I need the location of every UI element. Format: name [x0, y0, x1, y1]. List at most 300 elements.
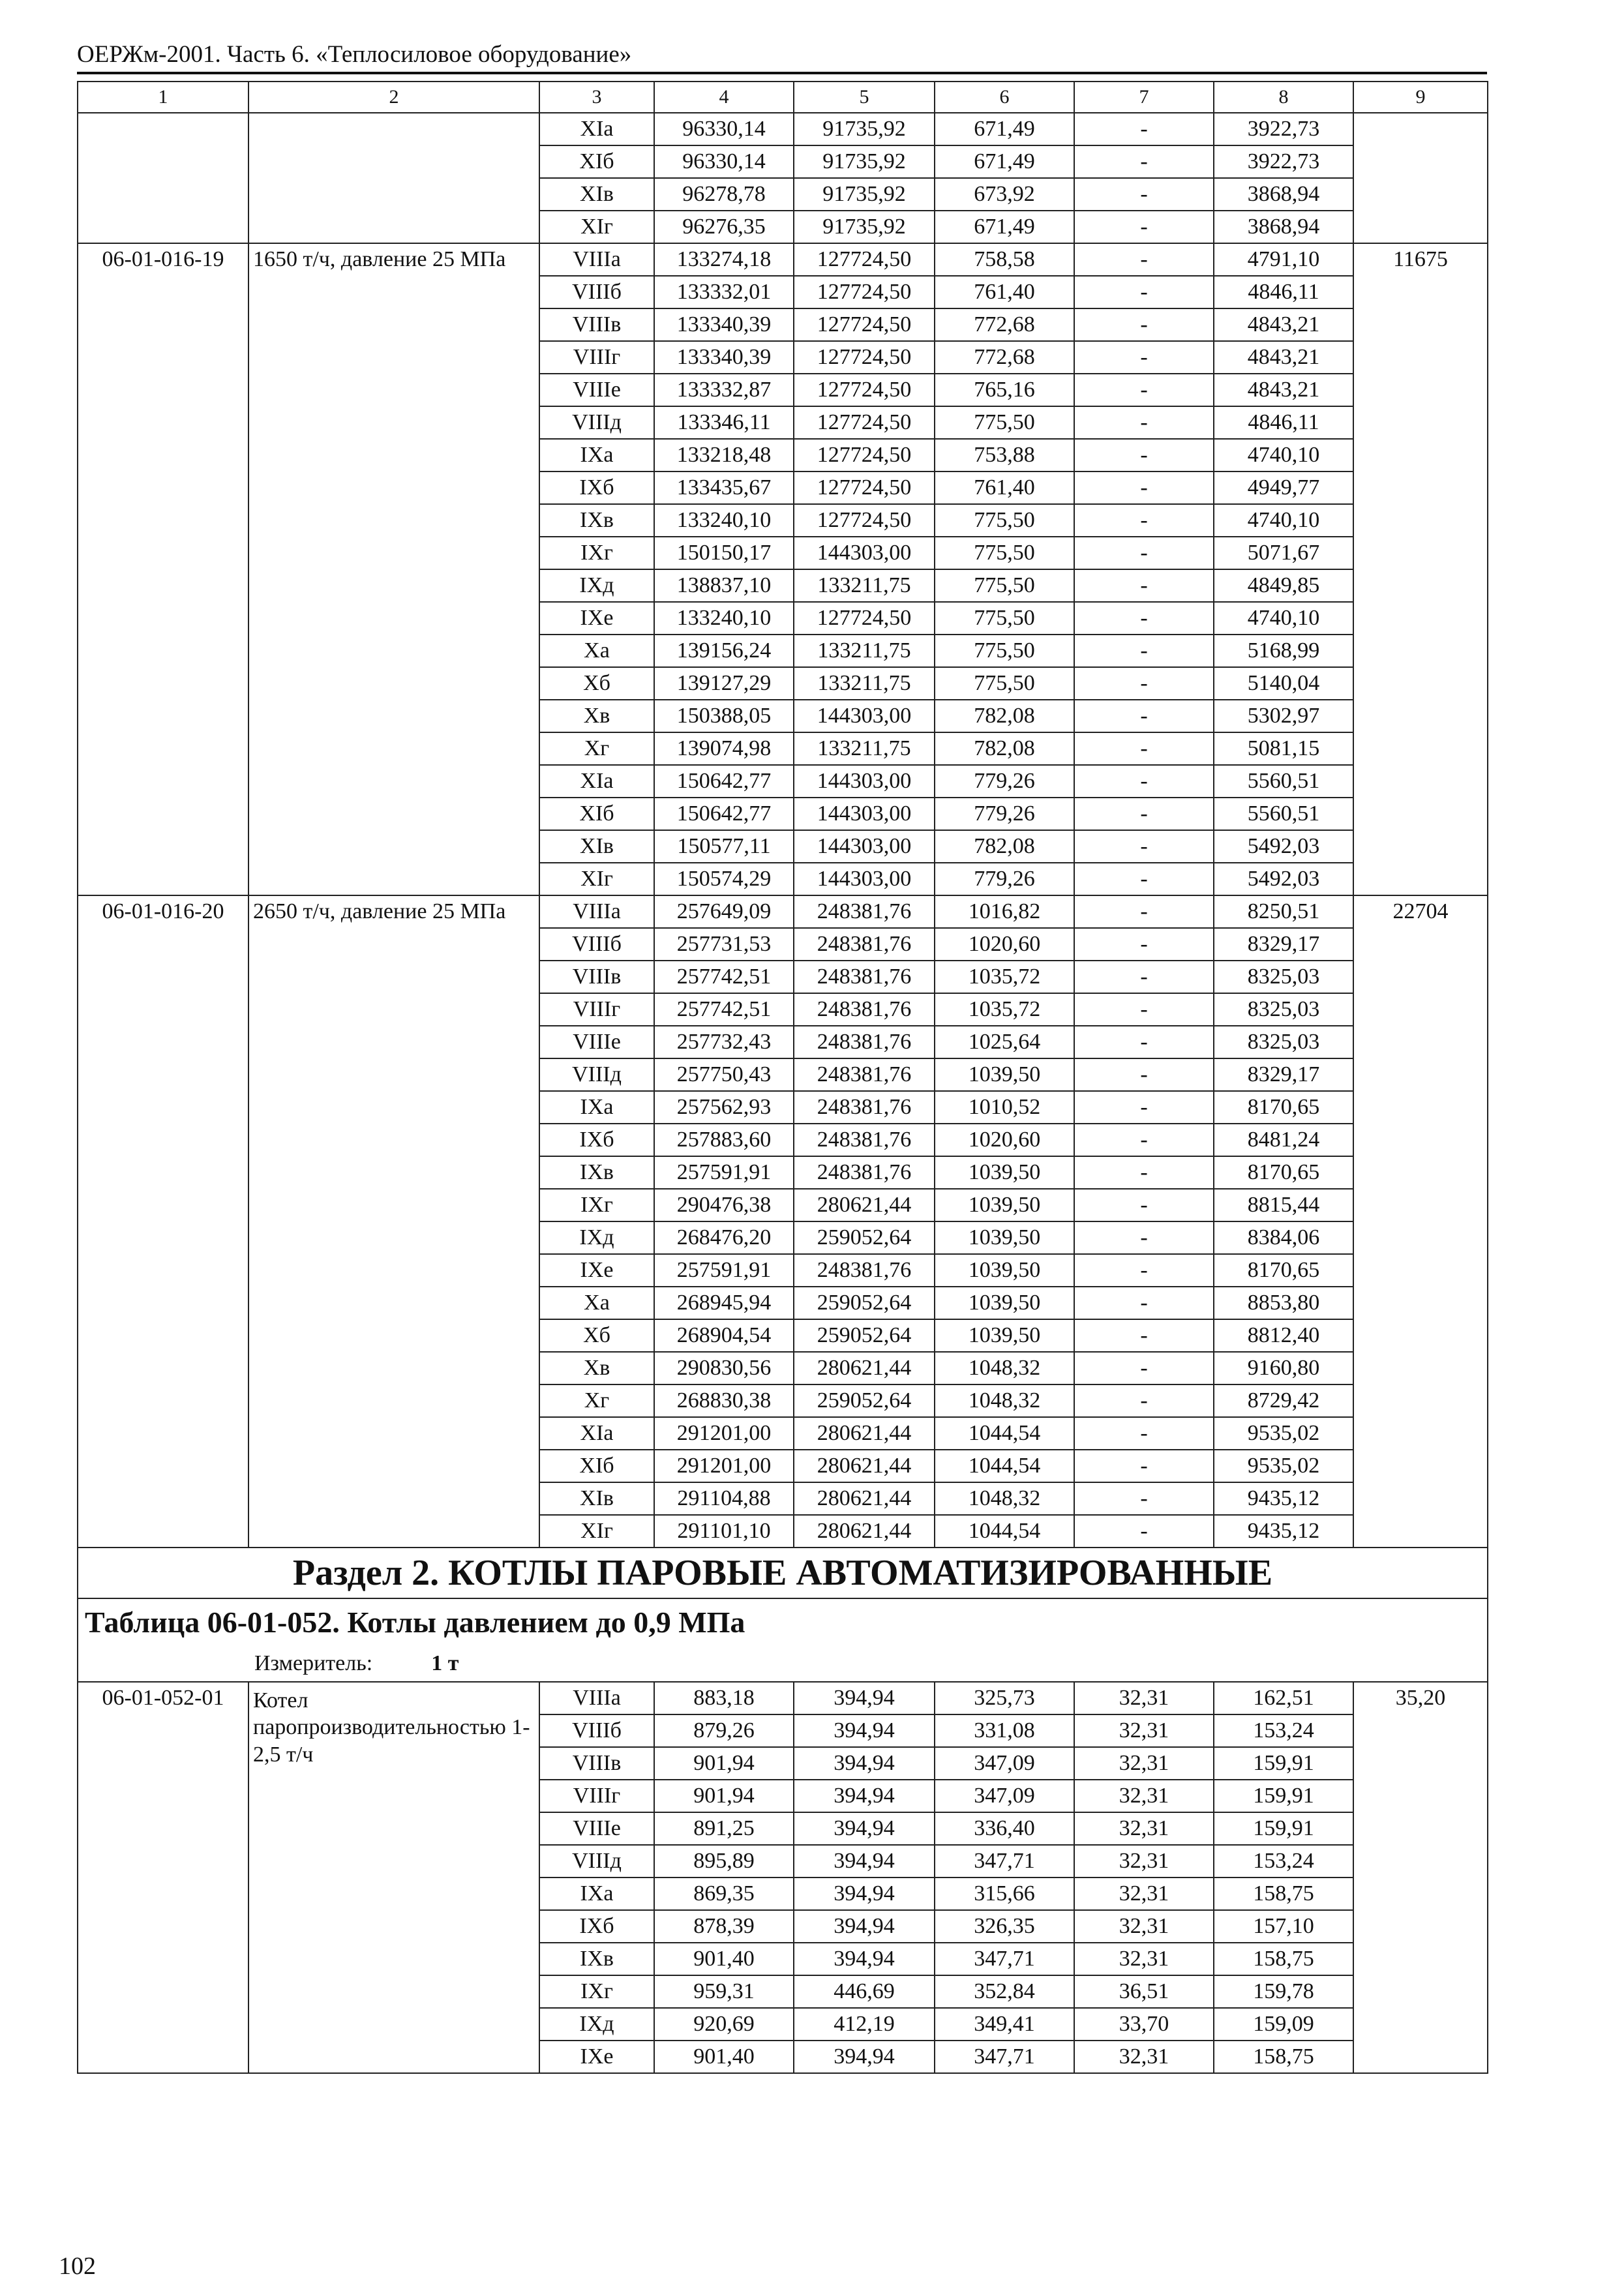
table-cell: - — [1074, 732, 1214, 765]
table-cell: 4843,21 — [1214, 374, 1353, 406]
table-cell: 8329,17 — [1214, 1058, 1353, 1091]
table-cell: 315,66 — [935, 1878, 1074, 1910]
table-cell: 159,91 — [1214, 1780, 1353, 1812]
rate-code — [78, 113, 248, 243]
table-cell: - — [1074, 928, 1214, 961]
table-cell: 782,08 — [935, 830, 1074, 863]
table-cell: XIa — [539, 765, 654, 798]
table-cell: 280621,44 — [794, 1189, 935, 1221]
table-cell: Xв — [539, 700, 654, 732]
table-cell: 257883,60 — [654, 1124, 794, 1156]
column-number: 6 — [935, 82, 1074, 113]
table-cell: 144303,00 — [794, 765, 935, 798]
table-cell: IXб — [539, 1124, 654, 1156]
table-cell: 91735,92 — [794, 178, 935, 211]
table-cell: 895,89 — [654, 1845, 794, 1878]
table-cell: - — [1074, 308, 1214, 341]
table-cell: 1044,54 — [935, 1515, 1074, 1548]
table-cell: 1035,72 — [935, 961, 1074, 993]
table-cell: - — [1074, 1384, 1214, 1417]
table-cell: 248381,76 — [794, 1026, 935, 1058]
table-cell: 32,31 — [1074, 1943, 1214, 1975]
table-cell: VIIIв — [539, 1747, 654, 1780]
table-cell: 268830,38 — [654, 1384, 794, 1417]
table-cell: - — [1074, 1319, 1214, 1352]
table-cell: 32,31 — [1074, 1747, 1214, 1780]
table-cell: 1039,50 — [935, 1058, 1074, 1091]
meter-label: Измеритель: — [254, 1651, 373, 1675]
table-cell: XIa — [539, 113, 654, 145]
rate-name: 2650 т/ч, давление 25 МПа — [248, 895, 539, 1548]
table-cell: 96330,14 — [654, 113, 794, 145]
table-cell: 4740,10 — [1214, 602, 1353, 635]
table-cell: Xв — [539, 1352, 654, 1384]
table-cell: 901,94 — [654, 1747, 794, 1780]
table-cell: 1048,32 — [935, 1482, 1074, 1515]
column-number: 7 — [1074, 82, 1214, 113]
table-cell: 96330,14 — [654, 145, 794, 178]
table-cell: - — [1074, 1156, 1214, 1189]
table-cell: - — [1074, 439, 1214, 471]
table-cell: - — [1074, 961, 1214, 993]
table-cell: - — [1074, 504, 1214, 537]
table-cell: 150150,17 — [654, 537, 794, 569]
table-cell: - — [1074, 537, 1214, 569]
table-cell: 268904,54 — [654, 1319, 794, 1352]
table-cell: 901,94 — [654, 1780, 794, 1812]
table-cell: 779,26 — [935, 798, 1074, 830]
table-cell: 394,94 — [794, 1845, 935, 1878]
table-cell: IXa — [539, 439, 654, 471]
table-cell: 775,50 — [935, 569, 1074, 602]
column-number: 8 — [1214, 82, 1353, 113]
table-cell: - — [1074, 667, 1214, 700]
table-cell: - — [1074, 1482, 1214, 1515]
table-cell: 5302,97 — [1214, 700, 1353, 732]
table-cell: 394,94 — [794, 1910, 935, 1943]
table-cell: 133211,75 — [794, 635, 935, 667]
table-cell: VIIIб — [539, 276, 654, 308]
table-cell: 144303,00 — [794, 830, 935, 863]
table-cell: 5071,67 — [1214, 537, 1353, 569]
table-cell: XIб — [539, 145, 654, 178]
table-cell: 259052,64 — [794, 1319, 935, 1352]
table-cell: 139156,24 — [654, 635, 794, 667]
table-cell: 139127,29 — [654, 667, 794, 700]
table-cell: 133211,75 — [794, 569, 935, 602]
table-cell: 4740,10 — [1214, 439, 1353, 471]
table-cell: XIг — [539, 863, 654, 895]
table-cell: 9160,80 — [1214, 1352, 1353, 1384]
table-cell: 671,49 — [935, 211, 1074, 243]
table-cell: 8384,06 — [1214, 1221, 1353, 1254]
table-cell: IXe — [539, 602, 654, 635]
table-cell: 280621,44 — [794, 1417, 935, 1450]
table-cell: XIв — [539, 1482, 654, 1515]
table-cell: 775,50 — [935, 504, 1074, 537]
meter-row — [78, 1645, 1488, 1682]
table-cell: 248381,76 — [794, 1124, 935, 1156]
table-row — [78, 1682, 1488, 1714]
table-cell: 1044,54 — [935, 1450, 1074, 1482]
table-cell: 133435,67 — [654, 471, 794, 504]
table-cell: 9535,02 — [1214, 1450, 1353, 1482]
table-cell: 290830,56 — [654, 1352, 794, 1384]
table-cell: 127724,50 — [794, 602, 935, 635]
table-cell: 347,09 — [935, 1780, 1074, 1812]
table-cell: 133346,11 — [654, 406, 794, 439]
column-number: 9 — [1353, 82, 1488, 113]
table-cell: 1035,72 — [935, 993, 1074, 1026]
table-cell: 290476,38 — [654, 1189, 794, 1221]
table-cell: 144303,00 — [794, 537, 935, 569]
table-cell: 133211,75 — [794, 732, 935, 765]
table-cell: IXe — [539, 1254, 654, 1287]
table-cell: 775,50 — [935, 602, 1074, 635]
table-cell: VIIIг — [539, 993, 654, 1026]
table-cell: 127724,50 — [794, 374, 935, 406]
table-cell: 36,51 — [1074, 1975, 1214, 2008]
table-cell: 1039,50 — [935, 1254, 1074, 1287]
table-cell: 879,26 — [654, 1714, 794, 1747]
table-cell: 3922,73 — [1214, 145, 1353, 178]
table-cell: 257742,51 — [654, 961, 794, 993]
table-cell: - — [1074, 1058, 1214, 1091]
table-cell: VIIIв — [539, 961, 654, 993]
table-cell: 127724,50 — [794, 341, 935, 374]
table-cell: 133340,39 — [654, 308, 794, 341]
table-cell: 291201,00 — [654, 1417, 794, 1450]
table-cell: 1048,32 — [935, 1352, 1074, 1384]
table-cell: 394,94 — [794, 1714, 935, 1747]
table-cell: 150642,77 — [654, 798, 794, 830]
table-cell: 150574,29 — [654, 863, 794, 895]
table-cell: 257591,91 — [654, 1254, 794, 1287]
table-cell: IXг — [539, 1189, 654, 1221]
rate-code: 06-01-016-19 — [78, 243, 248, 895]
table-cell: 91735,92 — [794, 113, 935, 145]
table-cell: 959,31 — [654, 1975, 794, 2008]
table-cell: 446,69 — [794, 1975, 935, 2008]
table-cell: 158,75 — [1214, 1878, 1353, 1910]
table-cell: XIв — [539, 830, 654, 863]
table-cell: - — [1074, 1515, 1214, 1548]
table-cell: - — [1074, 993, 1214, 1026]
table-cell: 671,49 — [935, 145, 1074, 178]
table-cell: Xa — [539, 635, 654, 667]
table-cell: 761,40 — [935, 276, 1074, 308]
table-cell: VIIIд — [539, 1845, 654, 1878]
table-cell: 347,71 — [935, 2041, 1074, 2073]
table-cell: 280621,44 — [794, 1515, 935, 1548]
meter-cell — [78, 1645, 1488, 1682]
table-cell: 133211,75 — [794, 667, 935, 700]
table-cell: 268476,20 — [654, 1221, 794, 1254]
table-cell: 5560,51 — [1214, 765, 1353, 798]
table-row — [78, 113, 1488, 145]
table-cell: 8815,44 — [1214, 1189, 1353, 1221]
table-cell: - — [1074, 1124, 1214, 1156]
table-cell: - — [1074, 341, 1214, 374]
table-cell: 352,84 — [935, 1975, 1074, 2008]
table-cell: - — [1074, 406, 1214, 439]
table-cell: IXa — [539, 1878, 654, 1910]
table-cell: 280621,44 — [794, 1482, 935, 1515]
table-cell: 280621,44 — [794, 1450, 935, 1482]
table-cell: 32,31 — [1074, 1682, 1214, 1714]
table-cell: 138837,10 — [654, 569, 794, 602]
section-row — [78, 1548, 1488, 1598]
table-cell: 1039,50 — [935, 1221, 1074, 1254]
table-cell: VIIIe — [539, 1812, 654, 1845]
table-cell: - — [1074, 145, 1214, 178]
table-cell: 8729,42 — [1214, 1384, 1353, 1417]
table-cell: 248381,76 — [794, 1156, 935, 1189]
table-cell: 127724,50 — [794, 471, 935, 504]
table-cell: 765,16 — [935, 374, 1074, 406]
table-cell: 1020,60 — [935, 1124, 1074, 1156]
table-cell: 248381,76 — [794, 961, 935, 993]
table-cell: 127724,50 — [794, 276, 935, 308]
col9-value: 22704 — [1353, 895, 1488, 1548]
table-cell: - — [1074, 863, 1214, 895]
table-cell: 291101,10 — [654, 1515, 794, 1548]
table-cell: 1044,54 — [935, 1417, 1074, 1450]
table-cell: 127724,50 — [794, 243, 935, 276]
table-cell: 248381,76 — [794, 1254, 935, 1287]
table-row — [78, 895, 1488, 928]
table-cell: 257750,43 — [654, 1058, 794, 1091]
table-cell: IXг — [539, 537, 654, 569]
column-number-row — [78, 82, 1488, 113]
table-cell: 268945,94 — [654, 1287, 794, 1319]
table-cell: 1010,52 — [935, 1091, 1074, 1124]
table-cell: IXб — [539, 1910, 654, 1943]
col9-value — [1353, 113, 1488, 243]
table-cell: 159,91 — [1214, 1747, 1353, 1780]
table-cell: 150577,11 — [654, 830, 794, 863]
table-cell: VIIIб — [539, 1714, 654, 1747]
table-cell: 1048,32 — [935, 1384, 1074, 1417]
table-cell: 5140,04 — [1214, 667, 1353, 700]
table-cell: 162,51 — [1214, 1682, 1353, 1714]
table-cell: - — [1074, 211, 1214, 243]
table-cell: 5492,03 — [1214, 863, 1353, 895]
table-cell: 901,40 — [654, 1943, 794, 1975]
table-cell: IXa — [539, 1091, 654, 1124]
table-cell: - — [1074, 243, 1214, 276]
table-cell: - — [1074, 276, 1214, 308]
column-number: 5 — [794, 82, 935, 113]
table-cell: 891,25 — [654, 1812, 794, 1845]
page-header: ОЕРЖм-2001. Часть 6. «Теплосиловое оборудование» — [77, 41, 632, 68]
table-cell: Xб — [539, 667, 654, 700]
table-cell: - — [1074, 765, 1214, 798]
table-cell: 150388,05 — [654, 700, 794, 732]
table-cell: 144303,00 — [794, 798, 935, 830]
table-cell: 159,78 — [1214, 1975, 1353, 2008]
table-cell: 5081,15 — [1214, 732, 1353, 765]
table-cell: 775,50 — [935, 635, 1074, 667]
table-cell: VIIIe — [539, 1026, 654, 1058]
table-cell: - — [1074, 113, 1214, 145]
table-cell: - — [1074, 1026, 1214, 1058]
table-cell: 8325,03 — [1214, 1026, 1353, 1058]
rates-table — [77, 81, 1488, 2074]
table-cell: XIг — [539, 1515, 654, 1548]
table-cell: 772,68 — [935, 308, 1074, 341]
table-cell: 775,50 — [935, 537, 1074, 569]
table-cell: - — [1074, 830, 1214, 863]
table-cell: 8170,65 — [1214, 1156, 1353, 1189]
table-cell: 32,31 — [1074, 1845, 1214, 1878]
table-cell: 133240,10 — [654, 602, 794, 635]
table-cell: VIIIд — [539, 406, 654, 439]
table-cell: 8170,65 — [1214, 1254, 1353, 1287]
column-number: 4 — [654, 82, 794, 113]
table-cell: 259052,64 — [794, 1384, 935, 1417]
table-cell: 144303,00 — [794, 700, 935, 732]
table-cell: Xг — [539, 732, 654, 765]
table-cell: 869,35 — [654, 1878, 794, 1910]
table-cell: - — [1074, 1450, 1214, 1482]
table-cell: 259052,64 — [794, 1221, 935, 1254]
table-cell: - — [1074, 635, 1214, 667]
table-cell: IXв — [539, 1156, 654, 1189]
table-cell: 920,69 — [654, 2008, 794, 2041]
table-cell: 257562,93 — [654, 1091, 794, 1124]
table-cell: 8853,80 — [1214, 1287, 1353, 1319]
table-cell: IXд — [539, 569, 654, 602]
table-cell: 248381,76 — [794, 1058, 935, 1091]
table-cell: 96276,35 — [654, 211, 794, 243]
table-cell: - — [1074, 178, 1214, 211]
table-cell: IXб — [539, 471, 654, 504]
table-cell: - — [1074, 1287, 1214, 1319]
table-cell: - — [1074, 1254, 1214, 1287]
table-cell: 259052,64 — [794, 1287, 935, 1319]
table-cell: 5168,99 — [1214, 635, 1353, 667]
table-cell: 1039,50 — [935, 1319, 1074, 1352]
table-cell: 4949,77 — [1214, 471, 1353, 504]
table-cell: 4791,10 — [1214, 243, 1353, 276]
table-cell: 133274,18 — [654, 243, 794, 276]
table-cell: - — [1074, 1221, 1214, 1254]
table-cell: 32,31 — [1074, 1910, 1214, 1943]
table-cell: 248381,76 — [794, 1091, 935, 1124]
table-cell: 347,71 — [935, 1845, 1074, 1878]
table-cell: 5560,51 — [1214, 798, 1353, 830]
table-cell: IXд — [539, 2008, 654, 2041]
table-row — [78, 243, 1488, 276]
table-cell: 1025,64 — [935, 1026, 1074, 1058]
table-cell: 394,94 — [794, 1878, 935, 1910]
table-cell: 347,71 — [935, 1943, 1074, 1975]
table-cell: 133340,39 — [654, 341, 794, 374]
table-cell: - — [1074, 895, 1214, 928]
table-cell: 127724,50 — [794, 504, 935, 537]
table-cell: 159,91 — [1214, 1812, 1353, 1845]
table-cell: 133332,87 — [654, 374, 794, 406]
table-cell: 775,50 — [935, 667, 1074, 700]
rate-name: 1650 т/ч, давление 25 МПа — [248, 243, 539, 895]
table-cell: VIIIa — [539, 895, 654, 928]
table-cell: 394,94 — [794, 1943, 935, 1975]
table-cell: - — [1074, 1352, 1214, 1384]
table-cell: 257731,53 — [654, 928, 794, 961]
table-cell: 133240,10 — [654, 504, 794, 537]
table-cell: - — [1074, 1091, 1214, 1124]
table-cell: 673,92 — [935, 178, 1074, 211]
table-cell: 291104,88 — [654, 1482, 794, 1515]
table-title: Таблица 06-01-052. Котлы давлением до 0,9 МПа — [78, 1598, 1488, 1645]
table-cell: 257732,43 — [654, 1026, 794, 1058]
table-cell: 153,24 — [1214, 1845, 1353, 1878]
table-cell: Xг — [539, 1384, 654, 1417]
table-cell: 32,31 — [1074, 1714, 1214, 1747]
table-cell: 1016,82 — [935, 895, 1074, 928]
table-cell: 157,10 — [1214, 1910, 1353, 1943]
meter-value: 1 т — [431, 1651, 459, 1675]
table-cell: IXe — [539, 2041, 654, 2073]
table-cell: 394,94 — [794, 2041, 935, 2073]
rate-code: 06-01-052-01 — [78, 1682, 248, 2073]
table-cell: 158,75 — [1214, 1943, 1353, 1975]
table-cell: 32,31 — [1074, 1812, 1214, 1845]
table-cell: - — [1074, 374, 1214, 406]
table-cell: 3868,94 — [1214, 178, 1353, 211]
table-cell: 5492,03 — [1214, 830, 1353, 863]
table-cell: 336,40 — [935, 1812, 1074, 1845]
table-cell: 1039,50 — [935, 1287, 1074, 1319]
table-cell: 772,68 — [935, 341, 1074, 374]
table-cell: Xa — [539, 1287, 654, 1319]
table-cell: 1020,60 — [935, 928, 1074, 961]
table-cell: 753,88 — [935, 439, 1074, 471]
table-cell: 8812,40 — [1214, 1319, 1353, 1352]
table-cell: 347,09 — [935, 1747, 1074, 1780]
table-cell: 248381,76 — [794, 993, 935, 1026]
table-cell: 394,94 — [794, 1780, 935, 1812]
column-number: 1 — [78, 82, 248, 113]
table-cell: 394,94 — [794, 1747, 935, 1780]
table-cell: 4740,10 — [1214, 504, 1353, 537]
table-cell: IXд — [539, 1221, 654, 1254]
table-cell: 3868,94 — [1214, 211, 1353, 243]
table-cell: 127724,50 — [794, 439, 935, 471]
table-cell: 127724,50 — [794, 308, 935, 341]
table-cell: 1039,50 — [935, 1156, 1074, 1189]
table-cell: 671,49 — [935, 113, 1074, 145]
table-cell: 761,40 — [935, 471, 1074, 504]
table-cell: 782,08 — [935, 732, 1074, 765]
table-cell: VIIIa — [539, 1682, 654, 1714]
table-cell: VIIIг — [539, 1780, 654, 1812]
table-cell: 4843,21 — [1214, 308, 1353, 341]
table-cell: 878,39 — [654, 1910, 794, 1943]
table-cell: - — [1074, 569, 1214, 602]
table-cell: XIб — [539, 1450, 654, 1482]
table-cell: 8481,24 — [1214, 1124, 1353, 1156]
rate-name: Котел паропроизводительностью 1-2,5 т/ч — [248, 1682, 539, 2073]
col9-value: 35,20 — [1353, 1682, 1488, 2073]
table-cell: - — [1074, 602, 1214, 635]
table-cell: 8250,51 — [1214, 895, 1353, 928]
table-cell: 412,19 — [794, 2008, 935, 2041]
table-cell: 127724,50 — [794, 406, 935, 439]
table-cell: 901,40 — [654, 2041, 794, 2073]
table-cell: 394,94 — [794, 1812, 935, 1845]
